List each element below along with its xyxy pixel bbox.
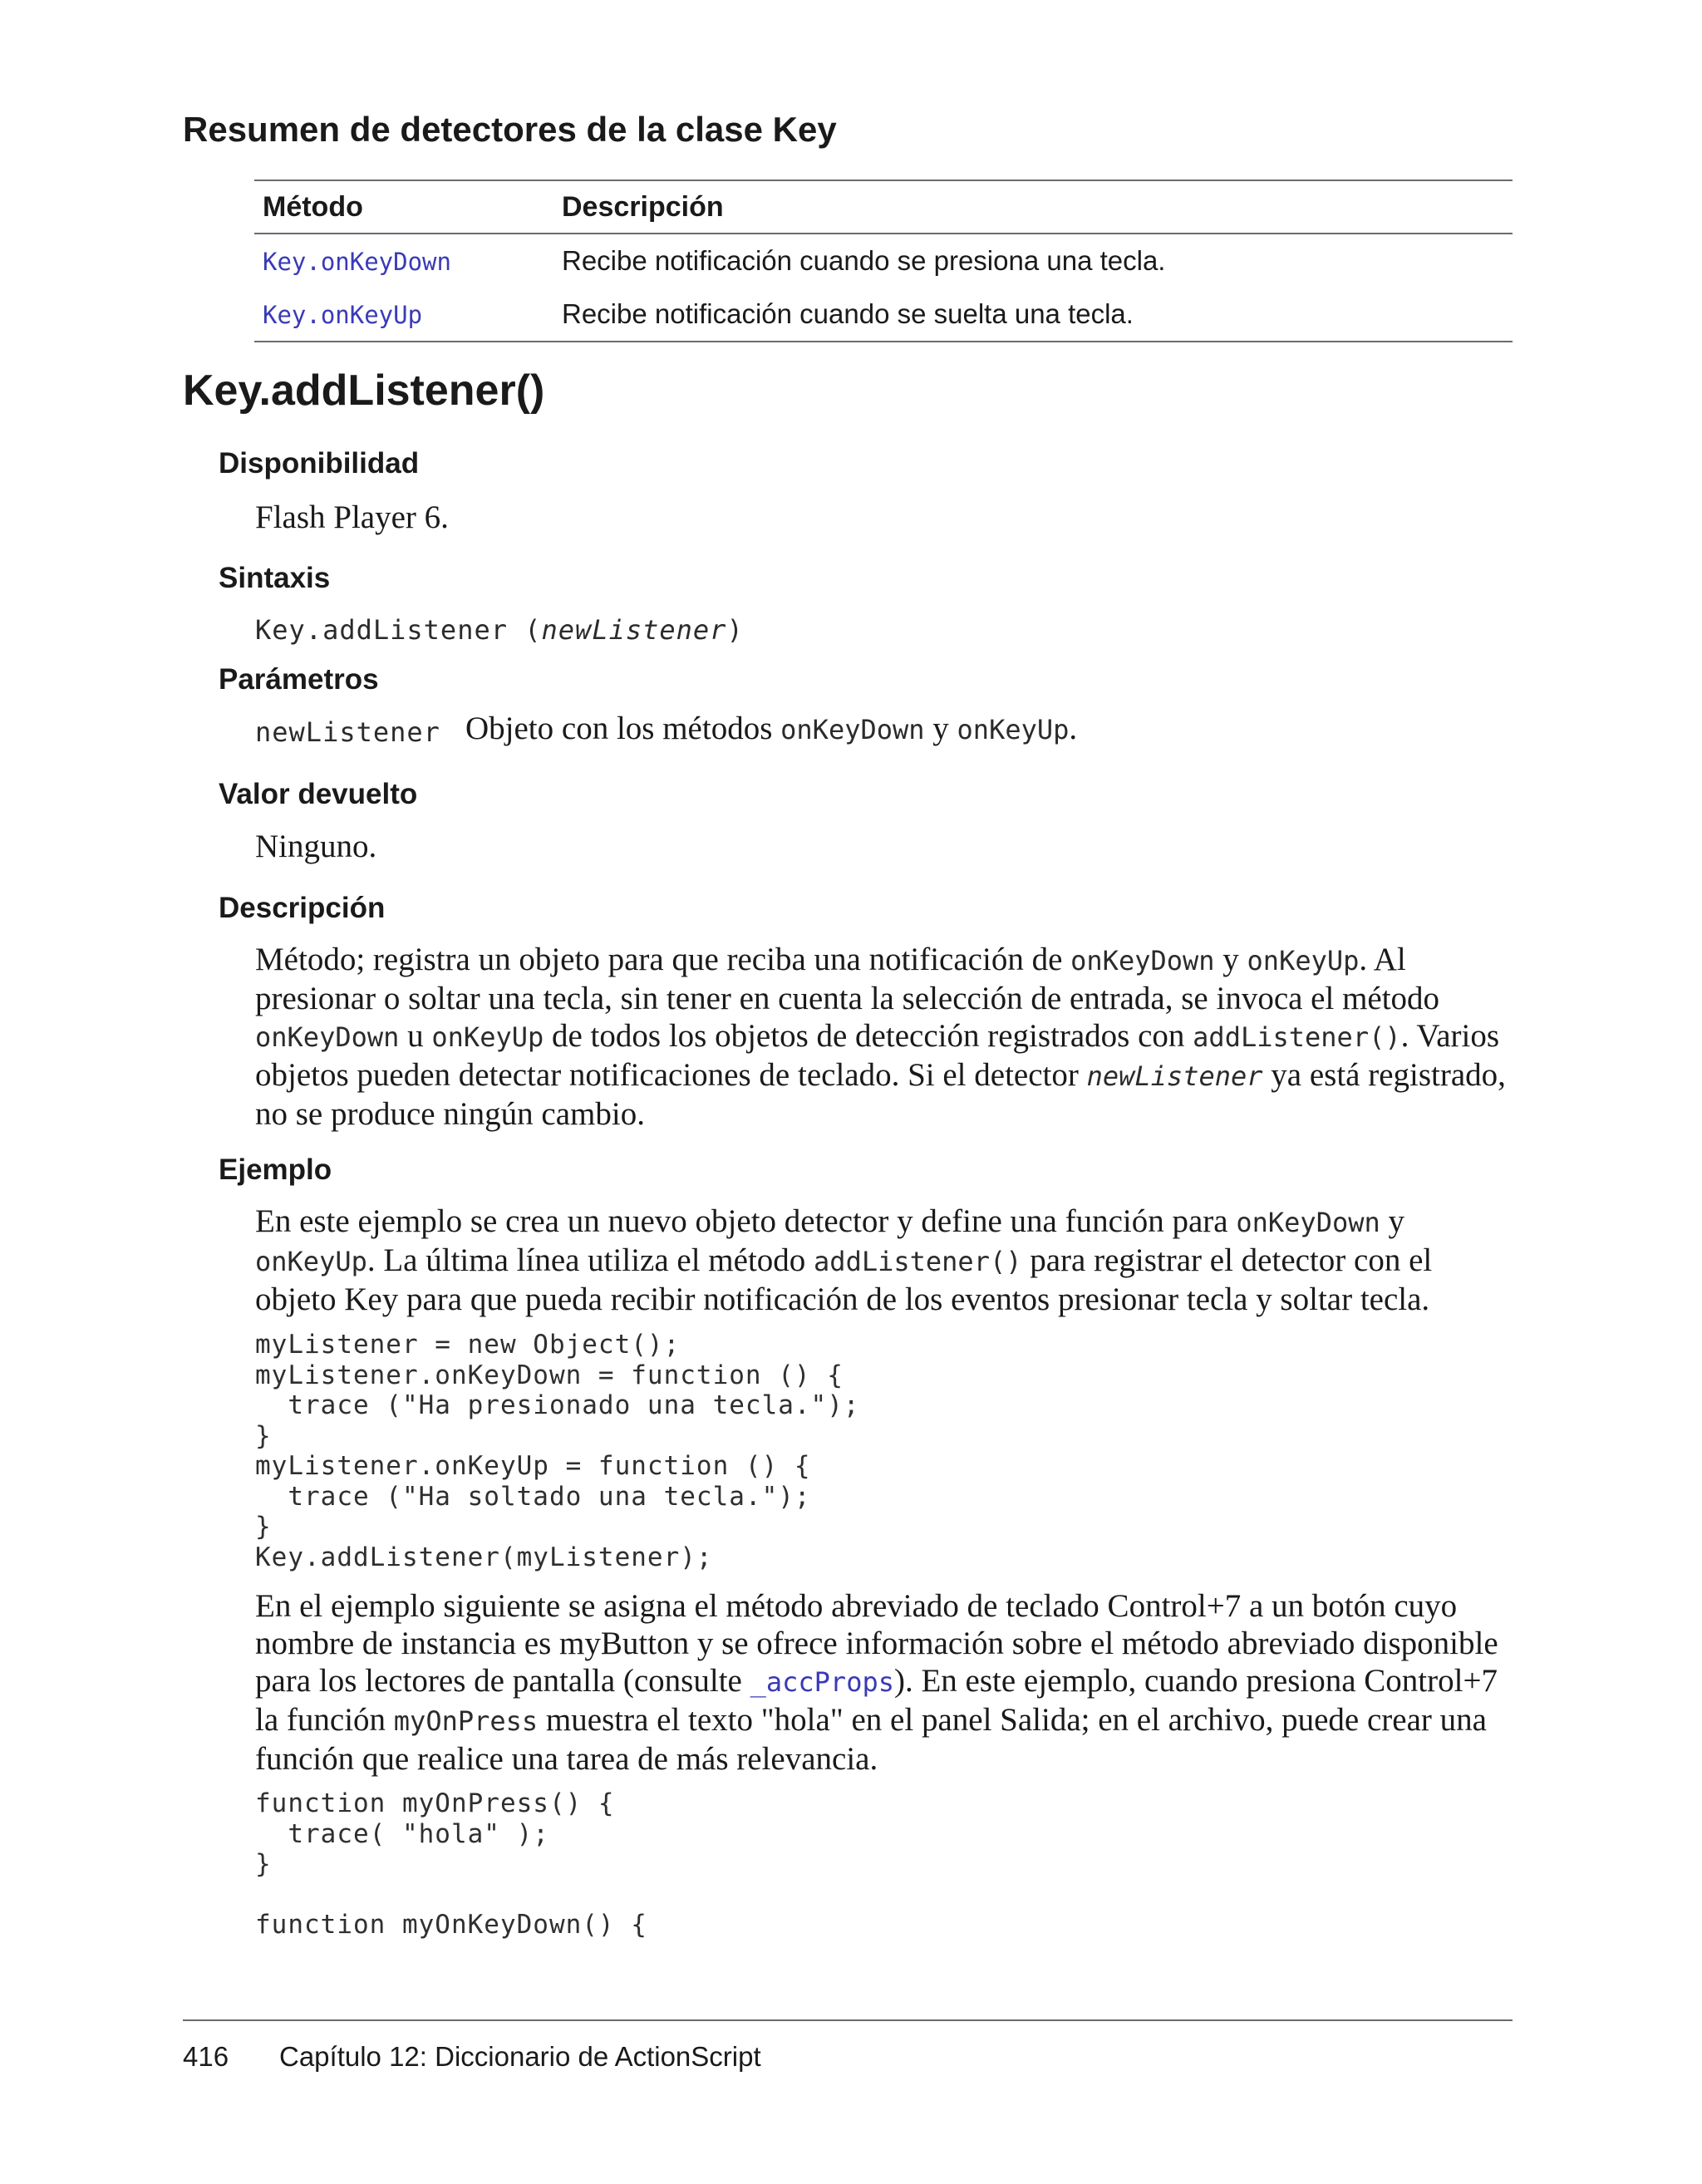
- returns-heading: Valor devuelto: [219, 778, 418, 810]
- inline-code: onKeyDown: [780, 714, 925, 745]
- text: En el ejemplo siguiente se asigna el método abreviado de teclado Control+7 a un botón cuyo nombre de instancia es myButton y se ofrece información sobre el método abreviado disponible para los lectores de pantalla (consulte: [255, 1588, 1498, 1699]
- accprops-link[interactable]: _accProps: [750, 1666, 894, 1698]
- parameter-name: newListener: [255, 716, 440, 748]
- syntax-param: newListener: [541, 614, 727, 646]
- availability-heading: Disponibilidad: [219, 447, 420, 480]
- summary-title: Resumen de detectores de la clase Key: [183, 110, 837, 149]
- column-header-method: Método: [263, 190, 363, 223]
- text: y: [924, 711, 957, 746]
- footer-rule: [183, 2019, 1513, 2021]
- syntax-heading: Sintaxis: [219, 562, 331, 594]
- syntax-close: ): [726, 614, 743, 646]
- method-link-onkeydown[interactable]: Key.onKeyDown: [263, 247, 451, 276]
- code-example-onpress: function myOnPress() { trace( "hola" ); } function myOnKeyDown() {: [255, 1788, 647, 1940]
- text: ). En este ejemplo, cuando presiona Control+7 la función: [255, 1663, 1498, 1738]
- inline-code: onKeyDown: [1236, 1207, 1380, 1238]
- text: .: [1069, 711, 1078, 746]
- method-link-onkeyup[interactable]: Key.onKeyUp: [263, 300, 423, 329]
- text: muestra el texto "hola" en el panel Salida; en el archivo, puede crear una función que realice una tarea de más relevancia.: [255, 1702, 1487, 1777]
- text: En este ejemplo se crea un nuevo objeto detector y define una función para: [255, 1203, 1237, 1239]
- example-heading: Ejemplo: [219, 1153, 332, 1186]
- inline-code: onKeyDown: [255, 1021, 400, 1053]
- text: de todos los objetos de detección registrados con: [544, 1018, 1193, 1054]
- text: Método; registra un objeto para que reciba una notificación de: [255, 942, 1071, 977]
- inline-code: newListener: [1086, 1060, 1263, 1092]
- parameters-heading: Parámetros: [219, 663, 379, 696]
- chapter-title: Capítulo 12: Diccionario de ActionScript: [279, 2041, 761, 2072]
- description-heading: Descripción: [219, 892, 386, 924]
- text: u: [399, 1018, 432, 1054]
- listener-summary-table: [254, 180, 1513, 342]
- text: y: [1214, 942, 1247, 977]
- parameter-description: [465, 710, 1077, 747]
- table-row: [254, 288, 1513, 341]
- text: ya está registrado, no se produce ningún cambio.: [255, 1057, 1506, 1132]
- inline-code: onKeyUp: [1247, 945, 1360, 976]
- example-intro-text: [255, 1203, 1513, 1318]
- page-number: 416: [183, 2041, 229, 2072]
- inline-code: onKeyUp: [255, 1246, 367, 1277]
- code-example-listener: myListener = new Object(); myListener.onKeyDown = function () { trace ("Ha presionado una tecla."); } myListener.onKeyUp = function () { trace ("Ha soltado una tecla."); } Key.addListener(myListener);: [255, 1330, 860, 1572]
- description-text: [255, 941, 1513, 1133]
- inline-code: onKeyUp: [957, 714, 1070, 745]
- syntax-code: Key.addListener (: [255, 614, 542, 646]
- text: . La última línea utiliza el método: [366, 1242, 814, 1278]
- inline-code: myOnPress: [393, 1705, 539, 1737]
- method-description: Recibe notificación cuando se presiona una tecla.: [562, 244, 1166, 276]
- example-second-text: [255, 1587, 1513, 1778]
- syntax-line: [255, 610, 1513, 649]
- inline-code: onKeyDown: [1070, 945, 1215, 976]
- entry-title: Key.addListener(): [183, 366, 545, 415]
- table-row: [254, 234, 1513, 288]
- text: . Al presionar o soltar una tecla, sin tener en cuenta la selección de entrada, se invoca el método: [255, 942, 1440, 1016]
- inline-code: addListener(): [1193, 1021, 1401, 1053]
- text: Objeto con los métodos: [465, 711, 781, 746]
- column-header-description: Descripción: [562, 190, 724, 223]
- returns-text: Ninguno.: [255, 829, 377, 864]
- table-bottom-rule: [254, 341, 1513, 342]
- text: . Varios objetos pueden detectar notificaciones de teclado. Si el detector: [255, 1018, 1500, 1093]
- availability-text: Flash Player 6.: [255, 499, 449, 535]
- inline-code: addListener(): [814, 1246, 1022, 1277]
- text: para registrar el detector con el objeto Key para que pueda recibir notificación de los eventos presionar tecla y soltar tecla.: [255, 1242, 1433, 1317]
- table-header-row: [254, 181, 1513, 233]
- text: y: [1380, 1203, 1404, 1239]
- method-description: Recibe notificación cuando se suelta una tecla.: [562, 298, 1134, 329]
- inline-code: onKeyUp: [431, 1021, 544, 1053]
